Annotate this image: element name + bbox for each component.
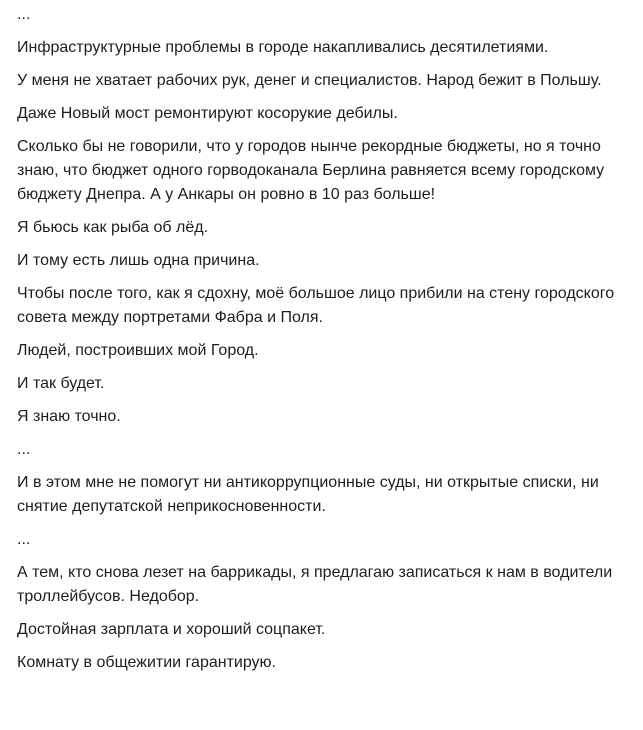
post-paragraph: Инфраструктурные проблемы в городе накапливались десятилетиями. — [17, 39, 549, 56]
post-paragraph: Сколько бы не говорили, что у городов нынче рекордные бюджеты, но я точно знаю, что бюджет одного горводоканала Берлина равняется всему городскому бюджету Днепра. А у Анкары он ровно в 10 раз больше! — [17, 138, 605, 203]
post-paragraph: ... — [17, 441, 31, 458]
post-paragraph: И в этом мне не помогут ни антикоррупционные суды, ни открытые списки, ни снятие депутатской неприкосновенности. — [17, 474, 599, 515]
post-paragraph: Людей, построивших мой Город. — [17, 342, 259, 359]
post-paragraph: Я знаю точно. — [17, 408, 121, 425]
post-paragraph: Я бьюсь как рыба об лёд. — [17, 219, 209, 236]
post-paragraph: Чтобы после того, как я сдохну, моё большое лицо прибили на стену городского совета между портретами Фабра и Поля. — [17, 285, 615, 326]
post-paragraph: Даже Новый мост ремонтируют косорукие дебилы. — [17, 105, 398, 122]
post-paragraph: А тем, кто снова лезет на баррикады, я предлагаю записаться к нам в водители троллейбусов. Недобор. — [17, 564, 613, 605]
post-paragraph: ... — [17, 531, 31, 548]
post-paragraph: И так будет. — [17, 375, 105, 392]
post-paragraph: Комнату в общежитии гарантирую. — [17, 654, 276, 671]
post-paragraph: И тому есть лишь одна причина. — [17, 252, 260, 269]
post-text — [17, 3, 633, 684]
post-paragraph: У меня не хватает рабочих рук, денег и специалистов. Народ бежит в Польшу. — [17, 72, 602, 89]
post-paragraph: Достойная зарплата и хороший соцпакет. — [17, 621, 326, 638]
post-paragraph: ... — [17, 6, 31, 23]
